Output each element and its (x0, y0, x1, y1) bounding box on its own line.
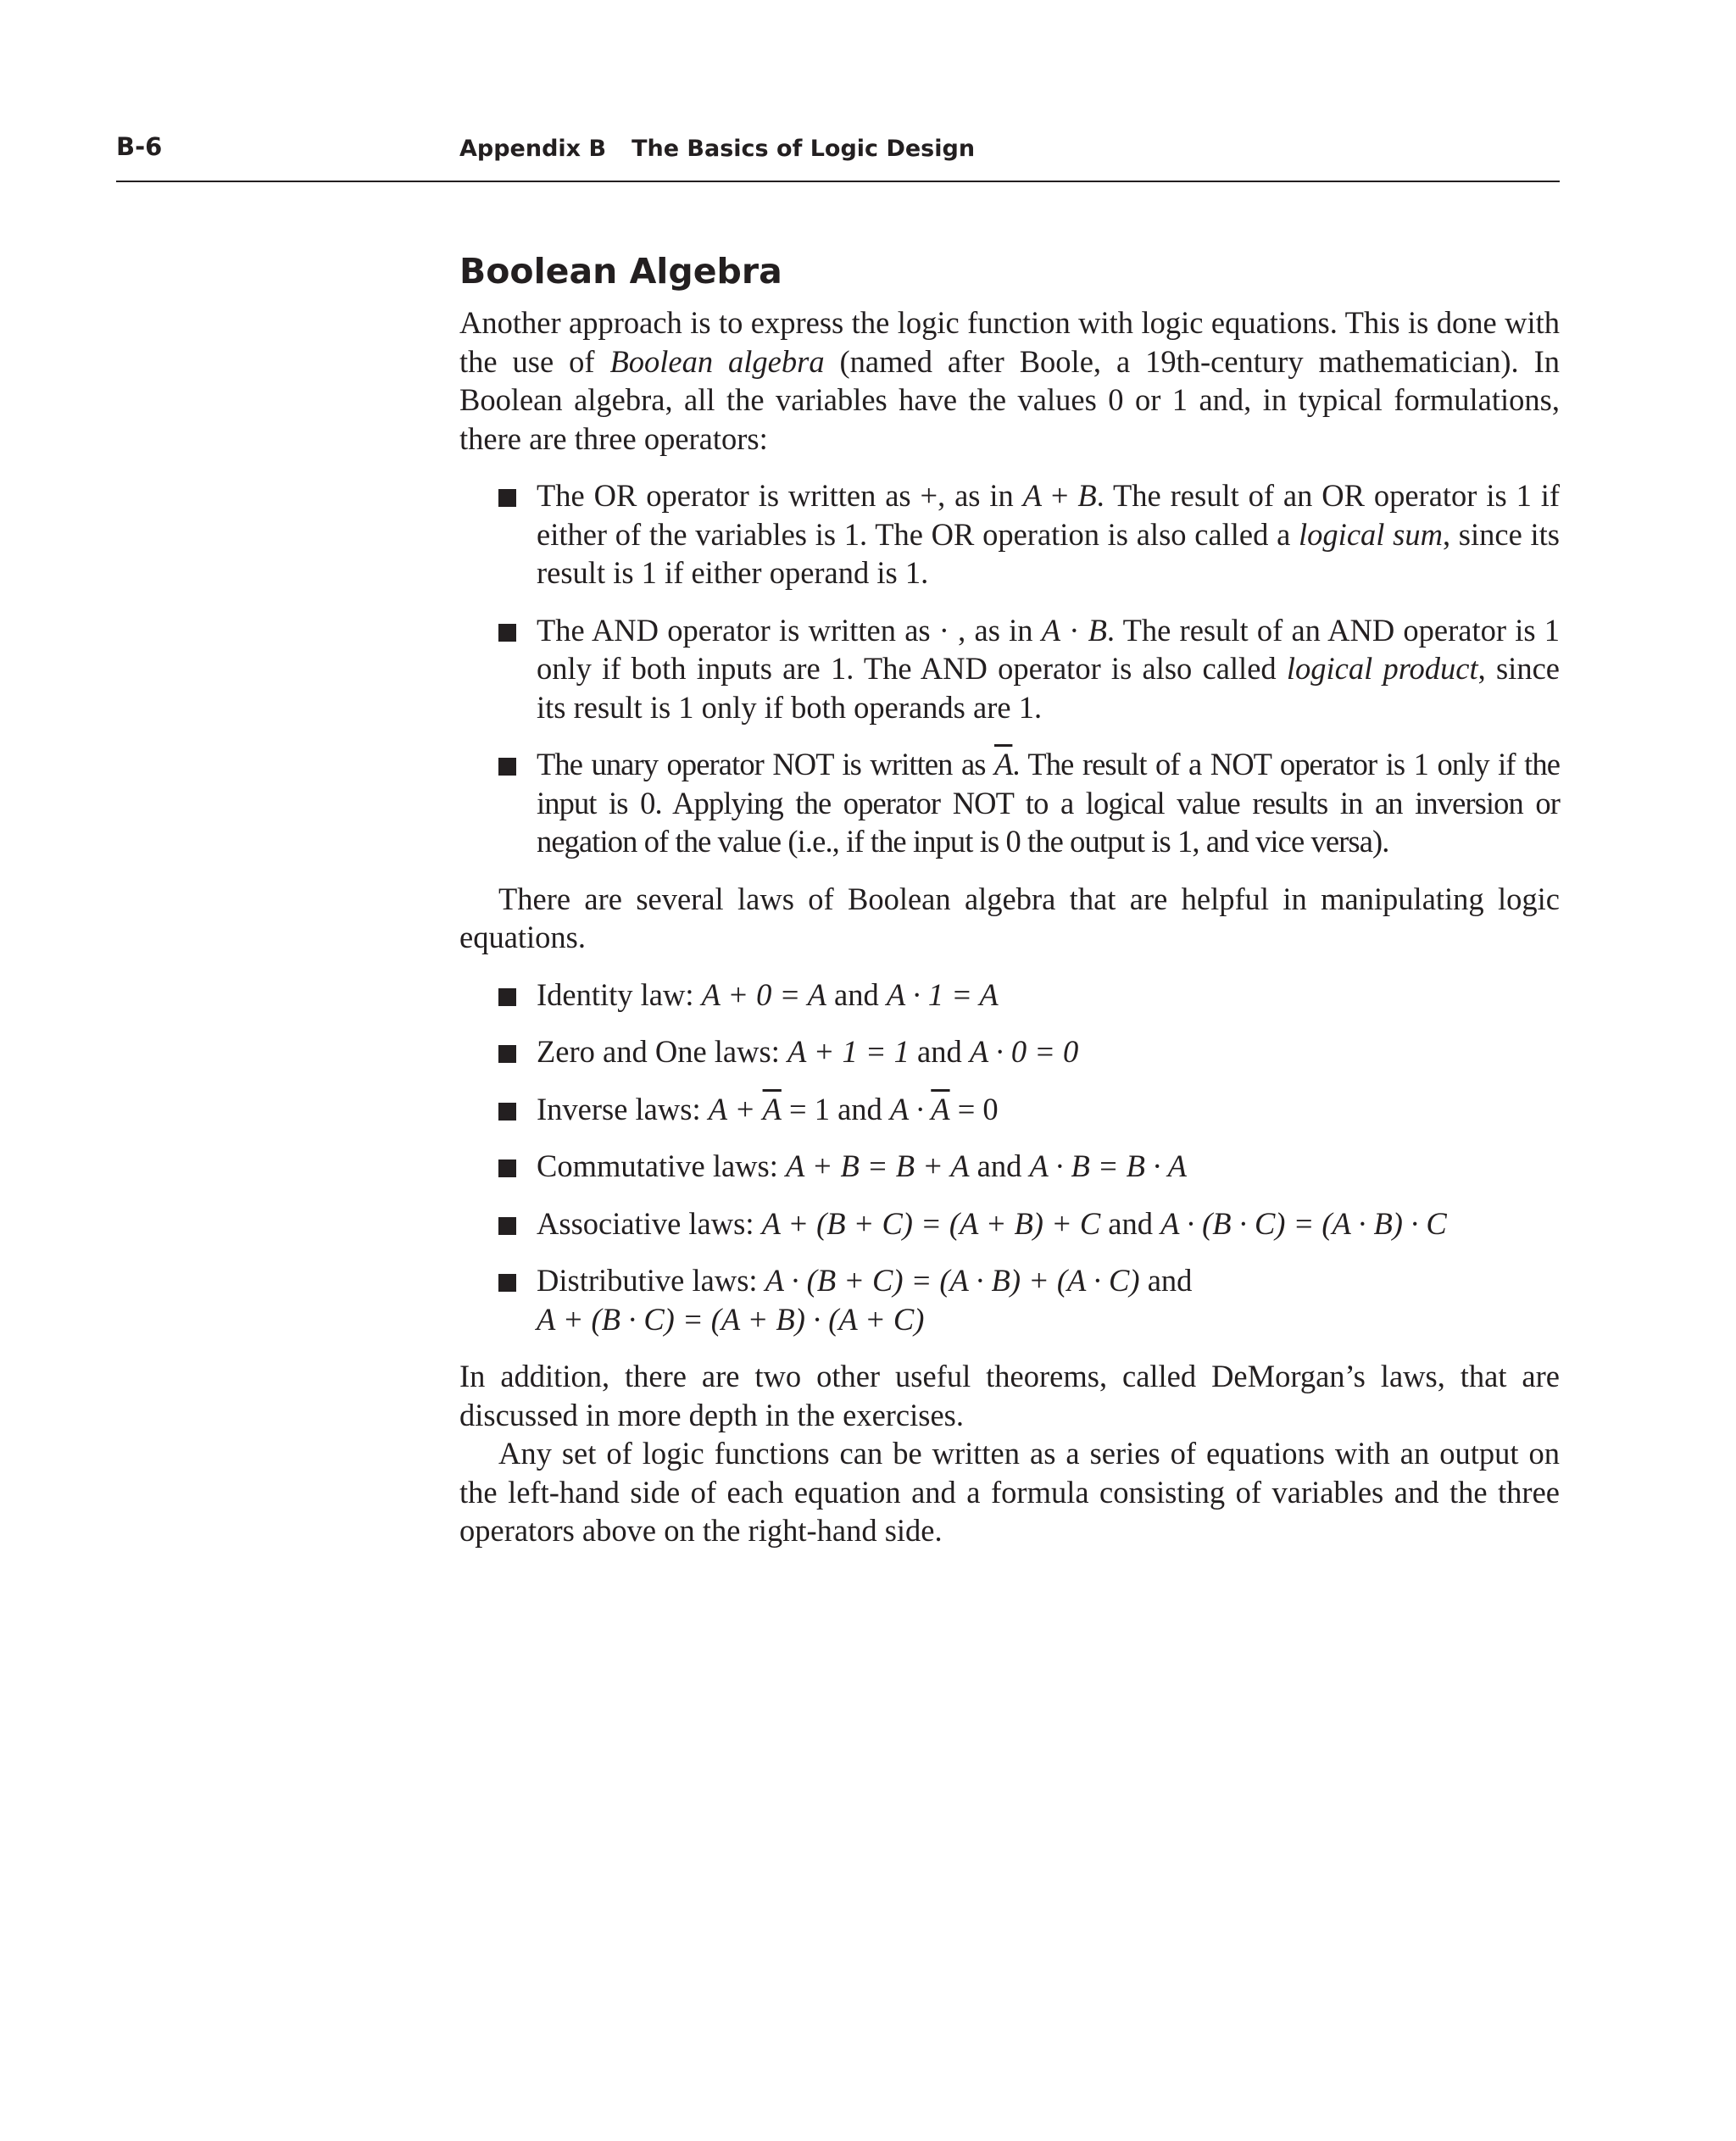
equation: A · (B · C) = (A · B) · C (1160, 1205, 1447, 1241)
equation: A + 0 = A (701, 976, 826, 1012)
list-item-zero-one-laws (459, 1032, 1560, 1071)
law-label: Associative laws: (537, 1205, 762, 1241)
conjunction: and (829, 1091, 890, 1126)
var-a-bar: $\overline{A}$ (931, 1091, 950, 1126)
or-text-3: , since its result is 1 if either operand is 1. (537, 516, 1561, 590)
list-item-associative-laws (459, 1204, 1560, 1243)
equation: A + 1 = 1 (787, 1034, 910, 1069)
chapter-title: The Basics of Logic Design (632, 136, 976, 162)
running-header (459, 136, 975, 162)
and-text-2: . The result of an AND operator is 1 only if both inputs are 1. The AND operator is also called (537, 612, 1561, 686)
header-rule (116, 181, 1560, 182)
section-title: Boolean Algebra (459, 251, 782, 292)
not-text-1: The unary operator NOT is written as (537, 747, 994, 781)
or-text-2: . The result of an OR operator is 1 if either of the variables is 1. The OR operation is also called a (537, 478, 1560, 552)
list-item-not-operator (459, 745, 1560, 861)
or-text-1: The OR operator is written as +, as in (537, 478, 1023, 513)
laws-intro-paragraph: There are several laws of Boolean algebra that are helpful in manipulating logic equations. (459, 881, 1560, 954)
equation: A + (B + C) = (A + B) + C (761, 1205, 1101, 1241)
law-label: Identity law: (537, 976, 702, 1012)
term-logical-sum: logical sum (1299, 516, 1443, 552)
intro-text-2: (named after Boole, a 19th-century mathematician). In Boolean algebra, all the variables have the values 0 or 1 and, in typical formulations, there are three operators: (459, 343, 1560, 456)
conjunction: and (826, 976, 887, 1012)
dot-sign: · (1060, 612, 1088, 648)
var-a: A (1022, 478, 1042, 513)
page-body (459, 249, 1560, 1550)
appendix-label: Appendix B (459, 136, 607, 162)
var-b: B (1077, 478, 1097, 513)
equation-part: A · (889, 1091, 932, 1126)
closing-paragraph: Any set of logic functions can be written as a series of equations with an output on the left-hand side of each equation and a formula consisting of variables and the three operators above on the right-hand side. (459, 1436, 1560, 1548)
operators-list (459, 476, 1560, 861)
intro-term-boolean-algebra: Boolean algebra (609, 343, 825, 379)
conjunction: and (969, 1148, 1030, 1183)
law-label: Zero and One laws: (537, 1034, 787, 1069)
demorgan-paragraph: In addition, there are two other useful theorems, called DeMorgan’s laws, that are discussed in more depth in the exercises. (459, 1359, 1560, 1432)
page-number: B-6 (116, 132, 163, 161)
equation: A · (B + C) = (A · B) + (A · C) (765, 1263, 1140, 1298)
equation-part: A + (708, 1091, 763, 1126)
equation: A + (B · C) = (A + B) · (A + C) (537, 1301, 925, 1337)
intro-paragraph (459, 303, 1560, 458)
var-a-bar: $\overline{A}$ (993, 747, 1013, 781)
and-text-3: , since its result is 1 only if both operands are 1. (537, 651, 1560, 725)
var-b: B (1088, 612, 1107, 648)
conjunction: and (1139, 1263, 1193, 1298)
equation-part: = 1 (781, 1091, 830, 1126)
list-item-commutative-laws (459, 1147, 1560, 1186)
plus-sign: + (1041, 478, 1078, 513)
list-item-inverse-laws (459, 1090, 1560, 1129)
var-a-bar: $\overline{A}$ (762, 1091, 782, 1126)
list-item-and-operator (459, 611, 1560, 727)
laws-list (459, 976, 1560, 1339)
list-item-identity-law (459, 976, 1560, 1015)
law-label: Distributive laws: (537, 1263, 765, 1298)
law-label: Inverse laws: (537, 1091, 709, 1126)
list-item-or-operator (459, 476, 1560, 592)
term-logical-product: logical product (1286, 651, 1478, 686)
equation: A · 1 = A (886, 976, 999, 1012)
equation: A · B = B · A (1029, 1148, 1187, 1183)
equation: A + B = B + A (786, 1148, 970, 1183)
list-item-distributive-laws (459, 1261, 1560, 1338)
equation-part: = 0 (949, 1091, 999, 1126)
conjunction: and (1100, 1205, 1161, 1241)
not-text-2: . The result of a NOT operator is 1 only if the input is 0. Applying the operator NOT to a logical value results in an inversion or negation of the value (i.e., if the input is 0 the output is 1, and vice versa). (537, 747, 1560, 859)
var-a: A (1041, 612, 1061, 648)
intro-text-1: Another approach is to express the logic function with logic equations. This is done with the use of (459, 305, 1560, 379)
conjunction: and (909, 1034, 970, 1069)
equation: A · 0 = 0 (969, 1034, 1079, 1069)
law-label: Commutative laws: (537, 1148, 786, 1183)
and-text-1: The AND operator is written as · , as in (537, 612, 1042, 648)
